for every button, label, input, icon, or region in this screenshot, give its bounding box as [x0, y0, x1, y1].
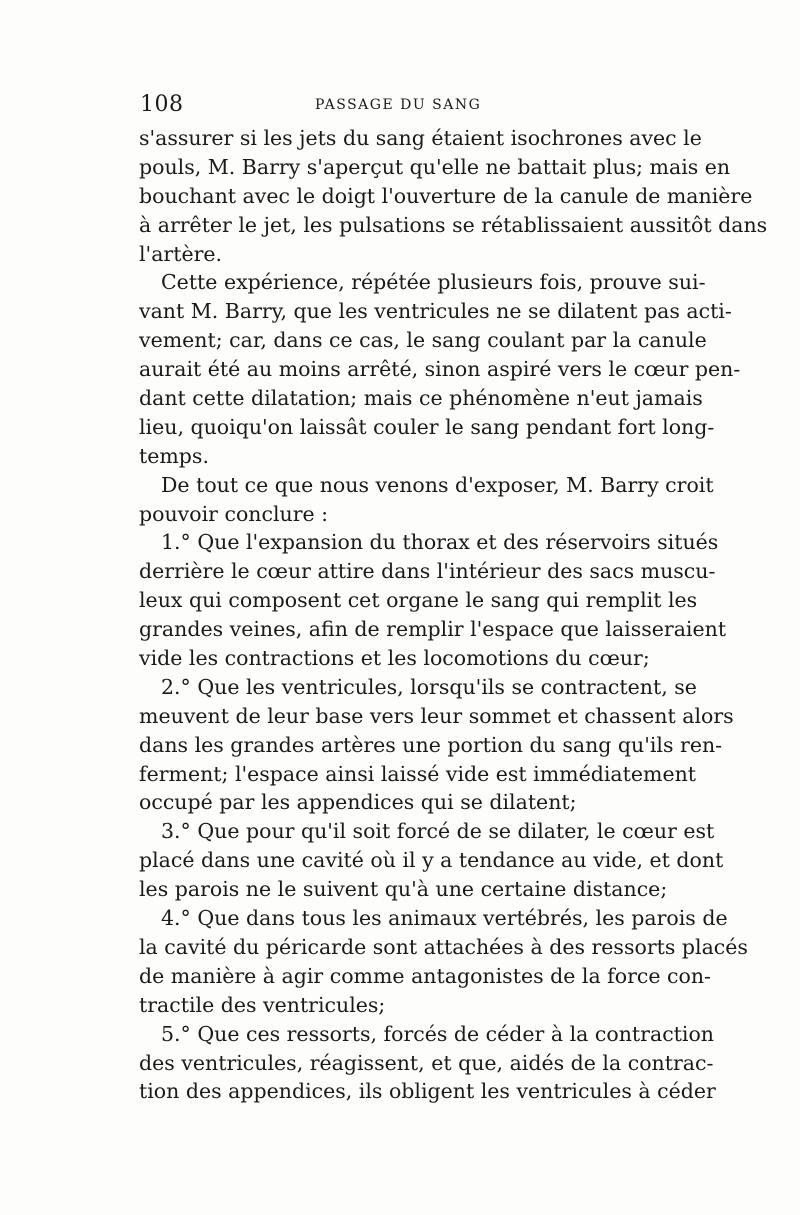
page-number: 108: [140, 92, 184, 117]
text-line: placé dans une cavité où il y a tendance au vide, et dont: [139, 848, 724, 873]
text-line: de manière à agir comme antagonistes de la force con-: [139, 963, 711, 988]
text-line: meuvent de leur base vers leur sommet et chassent alors: [139, 703, 734, 728]
text-line: dans les grandes artères une portion du sang qu'ils ren-: [139, 732, 723, 757]
text-line: lieu, quoiqu'on laissât couler le sang pendant fort long-: [139, 414, 715, 439]
text-line: pouls, M. Barry s'aperçut qu'elle ne battait plus; mais en: [139, 154, 731, 179]
running-title: PASSAGE DU SANG: [315, 97, 482, 113]
text-line: derrière le cœur attire dans l'intérieur des sacs muscu-: [139, 559, 716, 584]
text-line: vide les contractions et les locomotions du cœur;: [139, 646, 650, 671]
text-line: 1.° Que l'expansion du thorax et des réservoirs situés: [161, 530, 719, 555]
text-line: les parois ne le suivent qu'à une certaine distance;: [139, 877, 668, 902]
text-line: des ventricules, réagissent, et que, aidés de la contrac-: [139, 1050, 714, 1075]
text-line: tion des appendices, ils obligent les ventricules à céder: [139, 1079, 716, 1104]
text-line: la cavité du péricarde sont attachées à des ressorts placés: [139, 934, 748, 959]
body-text: [139, 124, 768, 1106]
text-line: De tout ce que nous venons d'exposer, M. Barry croit: [161, 472, 714, 497]
text-line: bouchant avec le doigt l'ouverture de la canule de manière: [139, 183, 753, 208]
text-line: vant M. Barry, que les ventricules ne se dilatent pas acti-: [139, 299, 732, 324]
text-line: 5.° Que ces ressorts, forcés de céder à la contraction: [161, 1021, 715, 1046]
text-line: ferment; l'espace ainsi laissé vide est immédiatement: [139, 761, 697, 786]
text-line: l'artère.: [139, 241, 223, 266]
text-line: 2.° Que les ventricules, lorsqu'ils se contractent, se: [161, 674, 697, 699]
text-line: pouvoir conclure :: [139, 501, 329, 526]
text-line: vement; car, dans ce cas, le sang coulant par la canule: [139, 328, 707, 353]
text-line: s'assurer si les jets du sang étaient isochrones avec le: [139, 126, 702, 150]
text-line: dant cette dilatation; mais ce phénomène n'eut jamais: [139, 386, 703, 411]
text-line: grandes veines, afin de remplir l'espace que laisseraient: [139, 617, 727, 642]
text-line: 4.° Que dans tous les animaux vertébrés, les parois de: [161, 906, 728, 931]
text-line: temps.: [139, 443, 209, 468]
text-line: Cette expérience, répétée plusieurs fois, prouve sui-: [161, 270, 706, 295]
page-header: [140, 92, 658, 120]
text-line: leux qui composent cet organe le sang qui remplit les: [139, 588, 698, 613]
text-line: 3.° Que pour qu'il soit forcé de se dilater, le cœur est: [161, 819, 715, 844]
text-line: tractile des ventricules;: [139, 992, 386, 1017]
text-line: à arrêter le jet, les pulsations se rétablissaient aussitôt dans: [139, 212, 768, 237]
text-line: aurait été au moins arrêté, sinon aspiré vers le cœur pen-: [139, 357, 741, 382]
text-line: occupé par les appendices qui se dilatent;: [139, 790, 577, 815]
